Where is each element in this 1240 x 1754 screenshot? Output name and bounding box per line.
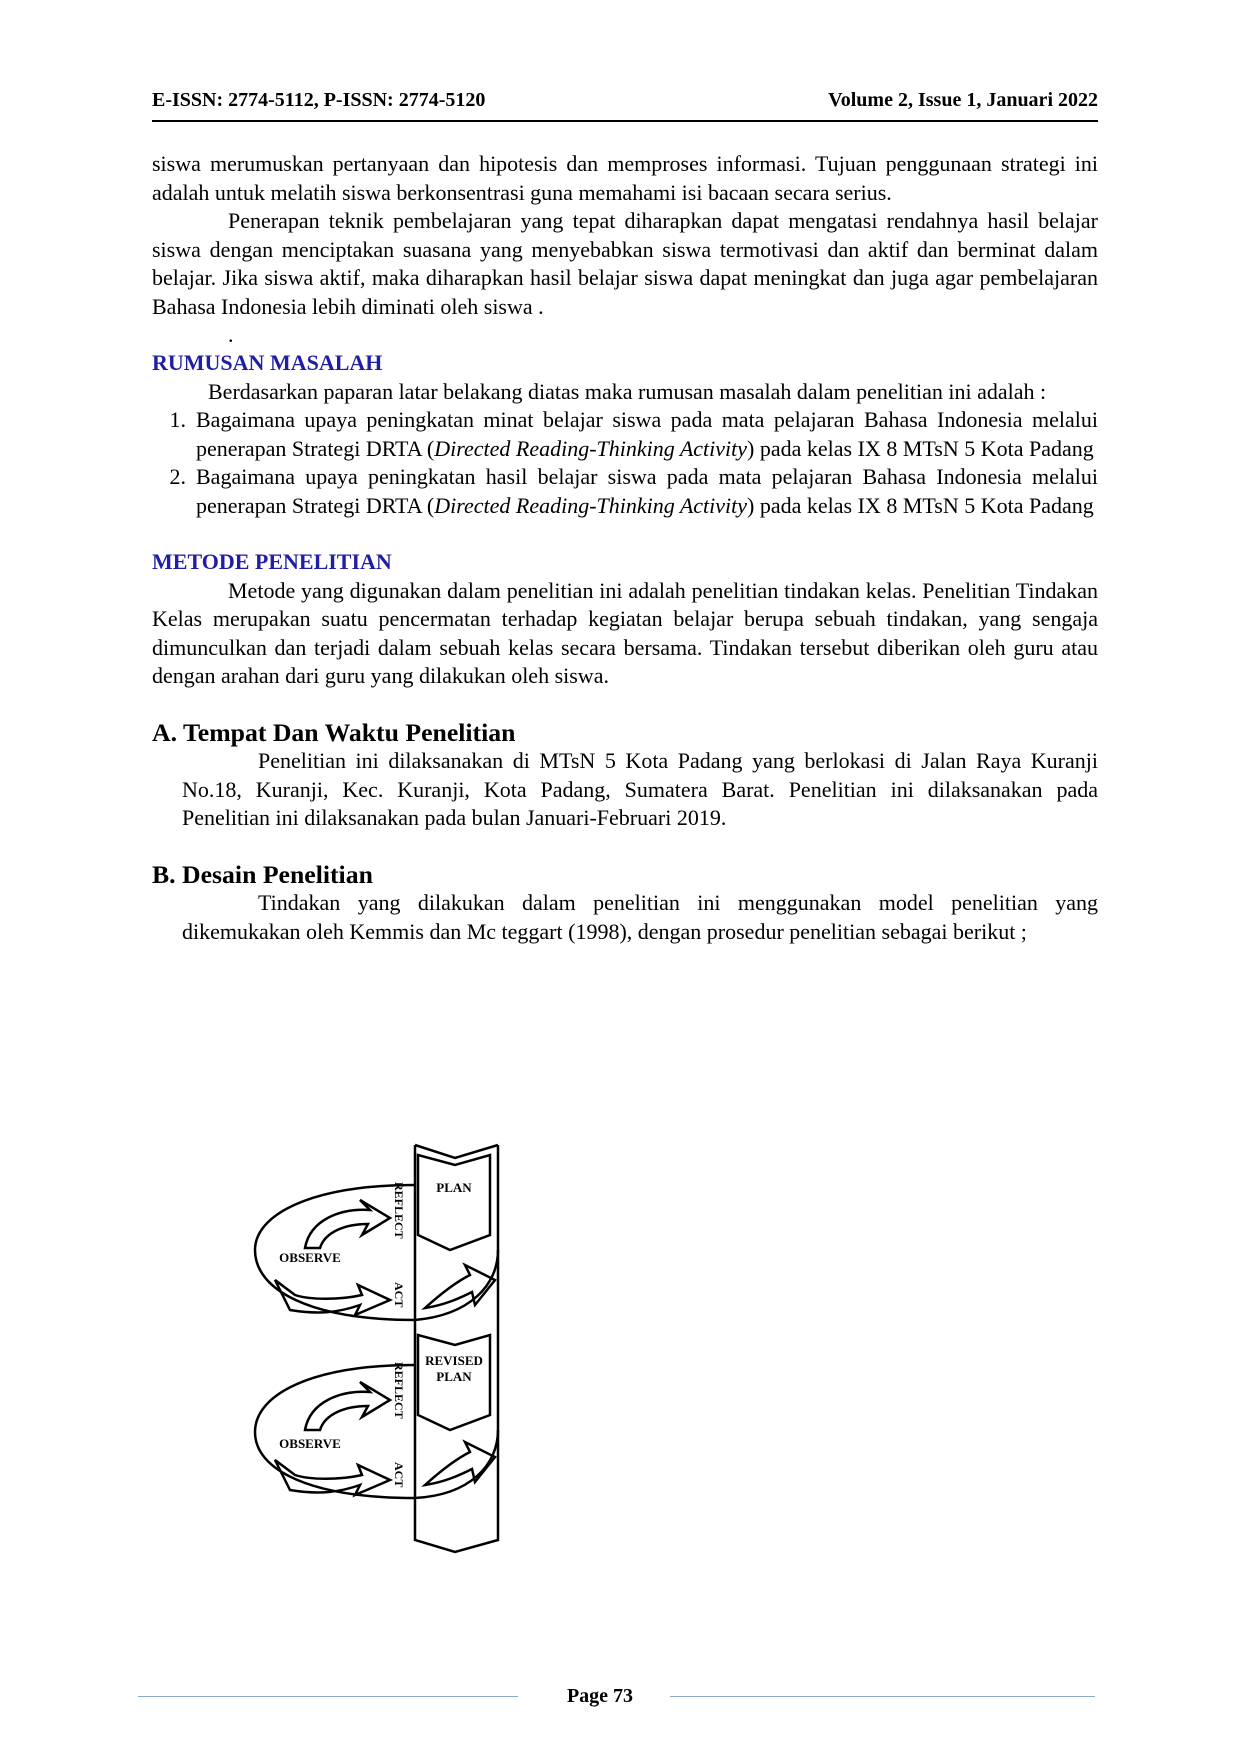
act-right-arrow-1 bbox=[425, 1265, 495, 1308]
action-research-cycle-diagram bbox=[250, 1140, 550, 1560]
list-item-number: 1. bbox=[169, 407, 186, 432]
footer-rule-left bbox=[138, 1696, 518, 1697]
header-volume: Volume 2, Issue 1, Januari 2022 bbox=[828, 89, 1098, 111]
act-right-arrow-2 bbox=[425, 1442, 495, 1485]
tempat-body bbox=[152, 747, 1098, 833]
italic-term: Directed Reading-Thinking Activity bbox=[434, 492, 748, 518]
body-content bbox=[152, 150, 1098, 946]
section-title-metode: METODE PENELITIAN bbox=[152, 549, 392, 574]
plan-box bbox=[418, 1155, 490, 1250]
running-header bbox=[152, 88, 1098, 112]
rumusan-intro: Berdasarkan paparan latar belakang diatas maka rumusan masalah dalam penelitian ini adalah : bbox=[208, 378, 1047, 404]
stray-dot: . bbox=[228, 322, 234, 347]
reflect-label-1: REFLECT bbox=[392, 1182, 406, 1239]
italic-term: Directed Reading-Thinking Activity bbox=[434, 435, 748, 461]
intro-paragraph-2: Penerapan teknik pembelajaran yang tepat diharapkan dapat mengatasi rendahnya hasil belajar siswa dengan menciptakan suasana yang menyebabkan siswa termotivasi dan aktif dan berminat dalam belajar. Jika siswa aktif, maka diharapkan hasil belajar siswa dapat meningkat dan juga agar pembelajaran Bahasa Indonesia lebih diminati oleh siswa . bbox=[152, 208, 1098, 319]
research-questions-list bbox=[152, 406, 1098, 520]
header-rule bbox=[152, 120, 1098, 122]
section-title-rumusan: RUMUSAN MASALAH bbox=[152, 350, 383, 375]
observe-label-1: OBSERVE bbox=[279, 1250, 341, 1265]
header-issn: E-ISSN: 2774-5112, P-ISSN: 2774-5120 bbox=[152, 89, 486, 111]
revised-plan-label-1: REVISED bbox=[425, 1353, 483, 1368]
list-item bbox=[152, 463, 1098, 520]
spine-outline bbox=[415, 1145, 498, 1552]
reflect-label-2: REFLECT bbox=[392, 1362, 406, 1419]
subsection-title-tempat: A. Tempat Dan Waktu Penelitian bbox=[152, 717, 516, 747]
plan-label: PLAN bbox=[436, 1180, 472, 1195]
list-item-text: Bagaimana upaya peningkatan minat belajar siswa pada mata pelajaran Bahasa Indonesia melalui penerapan Strategi DRTA (Directed Reading-Thinking Activity) pada kelas IX 8 MTsN 5 Kota Padang bbox=[196, 407, 1098, 461]
list-item-text: Bagaimana upaya peningkatan hasil belajar siswa pada mata pelajaran Bahasa Indonesia melalui penerapan Strategi DRTA (Directed Reading-Thinking Activity) pada kelas IX 8 MTsN 5 Kota Padang bbox=[196, 464, 1098, 518]
metode-paragraph: Metode yang digunakan dalam penelitian ini adalah penelitian tindakan kelas. Penelitian Tindakan Kelas merupakan suatu pencermatan terhadap kegiatan belajar berupa sebuah tindakan, yang sengaja dimunculkan dan terjadi dalam sebuah kelas secara bersama. Tindakan tersebut diberikan oleh guru atau dengan arahan dari guru yang dilakukan oleh siswa. bbox=[152, 577, 1098, 688]
cycle-2-right bbox=[415, 1430, 498, 1498]
revised-plan-label-2: PLAN bbox=[436, 1369, 472, 1384]
cycle-1-right bbox=[415, 1250, 498, 1320]
list-item-number: 2. bbox=[169, 464, 186, 489]
list-item bbox=[152, 406, 1098, 463]
intro-paragraph-1: siswa merumuskan pertanyaan dan hipotesis dan memproses informasi. Tujuan penggunaan strategi ini adalah untuk melatih siswa berkonsentrasi guna memahami isi bacaan secara serius. bbox=[152, 151, 1098, 205]
act-label-2: ACT bbox=[392, 1462, 406, 1488]
footer-rule-right bbox=[670, 1696, 1095, 1697]
tempat-paragraph: Penelitian ini dilaksanakan di MTsN 5 Kota Padang yang berlokasi di Jalan Raya Kuranji No.18, Kuranji, Kec. Kuranji, Kota Padang, Sumatera Barat. Penelitian ini dilaksanakan pada Penelitian ini dilaksanakan pada bulan Januari-Februari 2019. bbox=[182, 748, 1098, 830]
observe-arrow-2 bbox=[305, 1382, 390, 1430]
page-number: Page 73 bbox=[566, 1685, 634, 1707]
subsection-title-desain: B. Desain Penelitian bbox=[152, 859, 373, 889]
desain-paragraph: Tindakan yang dilakukan dalam penelitian ini menggunakan model penelitian yang dikemukakan oleh Kemmis dan Mc teggart (1998), dengan prosedur penelitian sebagai berikut ; bbox=[182, 890, 1098, 944]
observe-arrow-1 bbox=[305, 1200, 390, 1248]
observe-label-2: OBSERVE bbox=[279, 1436, 341, 1451]
act-label-1: ACT bbox=[392, 1282, 406, 1308]
desain-body bbox=[152, 889, 1098, 946]
